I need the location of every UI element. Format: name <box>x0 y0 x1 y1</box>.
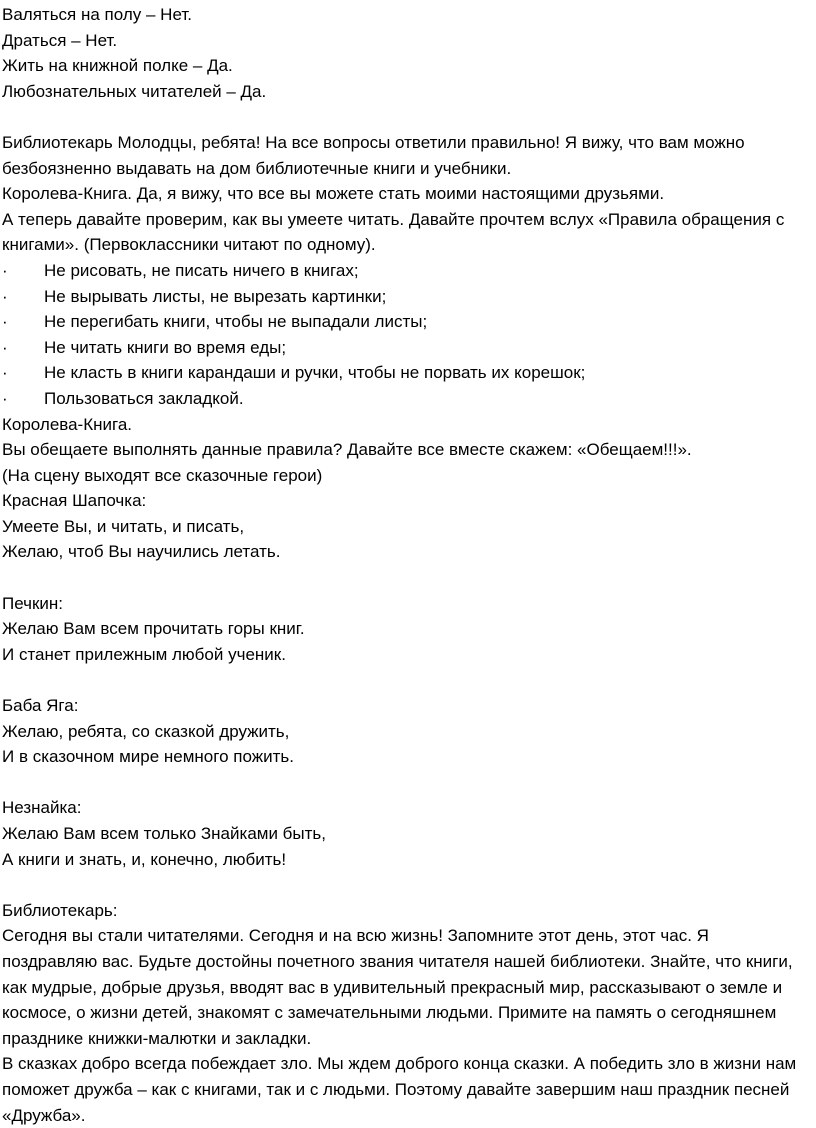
librarian-paragraph: В сказках добро всегда побеждает зло. Мы ждем доброго конца сказки. А победить зло в жизни нам поможет дружба – как с книгами, так и с людьми. Поэтому давайте завершим наш праздник песней «Дружба». <box>2 1054 797 1125</box>
stage-direction: (На сцену выходят все сказочные герои) <box>2 465 323 485</box>
rule-item <box>2 386 802 412</box>
bullet-icon: · <box>2 363 8 383</box>
rule-text: Не вырывать листы, не вырезать картинки; <box>44 286 387 306</box>
rule-item <box>2 284 802 310</box>
rule-item <box>2 360 802 386</box>
librarian-paragraph: Сегодня вы стали читателями. Сегодня и на всю жизнь! Запомните этот день, этот час. Я поздравляю вас. Будьте достойны почетного звания читателя нашей библиотеки. Знайте, что книги, как мудрые, добрые друзья, вводят вас в удивительный прекрасный мир, рассказывают о земле и космосе, о жизни детей, знакомят с замечательными людьми. Примите на память о сегодняшнем празднике книжки-малютки и закладки. <box>2 926 793 1048</box>
rule-text: Не читать книги во время еды; <box>44 337 287 357</box>
blank-line <box>2 565 802 591</box>
rule-item <box>2 258 802 284</box>
verse-line: Желаю, чтоб Вы научились летать. <box>2 542 281 562</box>
intro-line: Валяться на полу – Нет. <box>2 5 192 24</box>
blank-line <box>2 104 802 130</box>
bullet-icon: · <box>2 337 8 357</box>
blank-line <box>2 872 802 898</box>
queen-label: Королева-Книга. <box>2 414 133 434</box>
blank-line <box>2 667 802 693</box>
verse-line: Умеете Вы, и читать, и писать, <box>2 516 245 536</box>
promise-line: Вы обещаете выполнять данные правила? Давайте все вместе скажем: «Обещаем!!!». <box>2 440 692 460</box>
verse-line: И в сказочном мире немного пожить. <box>2 747 294 767</box>
verse-line: А книги и знать, и, конечно, любить! <box>2 849 287 869</box>
bullet-icon: · <box>2 312 8 332</box>
rule-item <box>2 335 802 361</box>
queen-friends: Королева-Книга. Да, я вижу, что все вы можете стать моими настоящими друзьями. <box>2 184 665 204</box>
verse-line: Желаю, ребята, со сказкой дружить, <box>2 721 290 741</box>
rule-text: Не рисовать, не писать ничего в книгах; <box>44 260 359 280</box>
verse-line: Желаю Вам всем только Знайками быть, <box>2 824 326 843</box>
blank-line <box>2 770 802 796</box>
bullet-icon: · <box>2 286 8 306</box>
verse-line: И станет прилежным любой ученик. <box>2 644 286 664</box>
speaker-pechkin: Печкин: <box>2 593 64 613</box>
intro-line: Любознательных читателей – Да. <box>2 81 267 101</box>
bullet-icon: · <box>2 388 8 408</box>
reading-check: А теперь давайте проверим, как вы умеете читать. Давайте прочтем вслух «Правила обращения с книгами». (Первоклассники читают по одному). <box>2 209 785 255</box>
speaker-red-hood: Красная Шапочка: <box>2 491 147 511</box>
bullet-icon: · <box>2 260 8 280</box>
speaker-neznayka: Незнайка: <box>2 798 82 818</box>
rule-text: Пользоваться закладкой. <box>44 388 244 408</box>
speaker-librarian: Библиотекарь: <box>2 900 118 920</box>
intro-line: Драться – Нет. <box>2 30 118 50</box>
rule-item <box>2 309 802 335</box>
verse-line: Желаю Вам всем прочитать горы книг. <box>2 619 305 639</box>
rule-text: Не перегибать книги, чтобы не выпадали листы; <box>44 312 428 332</box>
librarian-praise: Библиотекарь Молодцы, ребята! На все вопросы ответили правильно! Я вижу, что вам можно безбоязненно выдавать на дом библиотечные книги и учебники. <box>2 132 745 178</box>
intro-line: Жить на книжной полке – Да. <box>2 56 233 76</box>
rule-text: Не класть в книги карандаши и ручки, чтобы не порвать их корешок; <box>44 363 586 383</box>
speaker-baba-yaga: Баба Яга: <box>2 696 79 716</box>
rules-list <box>2 258 802 412</box>
